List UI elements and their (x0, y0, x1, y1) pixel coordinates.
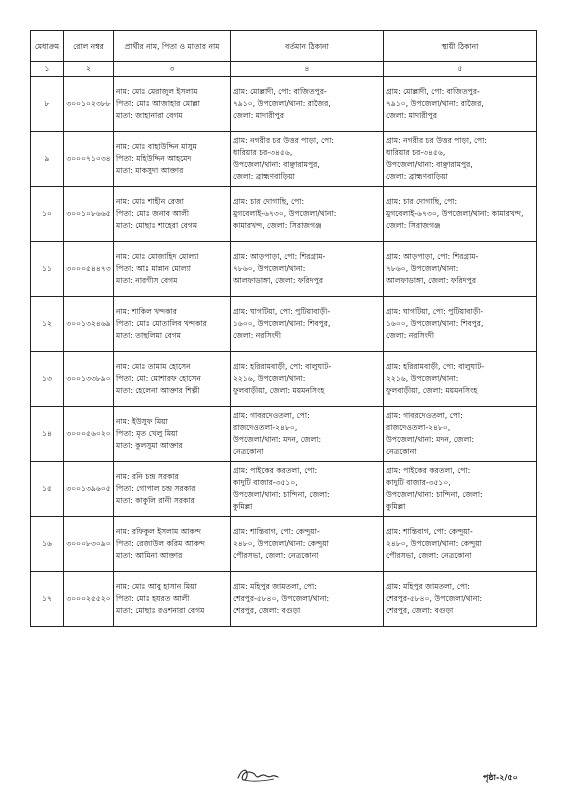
table-row (31, 572, 537, 627)
permanent-address-cell-line: গ্রাম: মোল্লাদী, পো: বাজিতপুর- (386, 87, 480, 96)
present-address-cell-line: গ্রাম: গাবরদেওতলা, পো: (233, 411, 310, 420)
roll-cell: ৩০০১৩২৪৬৯ (64, 297, 114, 352)
header-roll: রোল নম্বর (64, 31, 114, 62)
serial-cell: ১৫ (31, 462, 64, 517)
header-serial: মেধাক্রম (31, 31, 64, 62)
present-address-cell (231, 462, 384, 517)
name-cell-line: পিতা: আঃ মান্নান মোল্যা (116, 264, 191, 273)
table-row (31, 352, 537, 407)
table-row (31, 462, 537, 517)
roll-cell: ৩০০০৮৩০৯০ (64, 517, 114, 572)
permanent-address-cell-line: পৌরসভা, জেলা: নেত্রকোনা (386, 551, 472, 560)
roll-cell: ৩০০০৫৬০২০ (64, 407, 114, 462)
header-name: প্রার্থীর নাম, পিতা ও মাতার নাম (114, 31, 231, 62)
permanent-address-cell-line: ধারিয়ার চর-৩৪৫৬, (386, 148, 446, 157)
name-cell-line: নাম: মোঃ আবু হাসান মিয়া (116, 582, 197, 591)
present-address-cell-line: ১৬০০, উপজেলা/থানা: শিবপুর, (233, 319, 331, 328)
name-cell (114, 352, 231, 407)
present-address-cell (231, 77, 384, 132)
present-address-cell (231, 242, 384, 297)
permanent-address-cell-line: উপজেলা/থানা: মদন, জেলা: (386, 435, 475, 444)
name-cell-line: পিতা: মো: মোশারফ হোসেন (116, 374, 201, 383)
permanent-address-cell-line: গ্রাম: গাবরদেওতলা, পো: (386, 411, 463, 420)
table-row (31, 517, 537, 572)
present-address-cell-line: কামারখন্দ, জেলা: সিরাজগঞ্জ (233, 221, 322, 230)
permanent-address-cell (384, 132, 537, 187)
roll-cell: ৩০০০৫৪৪৭৩ (64, 242, 114, 297)
serial-cell: ১০ (31, 187, 64, 242)
column-number: ৪ (231, 62, 384, 77)
permanent-address-cell-line: ২২১৬, উপজেলা/থানা: (386, 374, 459, 383)
present-address-cell-line: শেরপুর-৫৮৪০, উপজেলা/থানা: (233, 594, 330, 603)
present-address-cell-line: গ্রাম: শান্তিবাগ, পো: কেন্দুয়া- (233, 527, 320, 536)
permanent-address-cell-line: গ্রাম: মহিপুর জামতলা, পো: (386, 582, 470, 591)
roll-cell: ৩০০০৭১০৩৪ (64, 132, 114, 187)
name-cell (114, 187, 231, 242)
permanent-address-cell-line: রাজদেওতলা-২৪৮০, (386, 423, 451, 432)
present-address-cell-line: জেলা: ব্রাহ্মণবাড়িয়া (233, 172, 295, 181)
present-address-cell-line: মুগবেলাই-৬৭৩০, উপজেলা/থানা: (233, 209, 337, 218)
table-body (31, 77, 537, 627)
present-address-cell-line: পৌরসভা, জেলা: নেত্রকোনা (233, 551, 319, 560)
table-row (31, 187, 537, 242)
present-address-cell-line: কুমিল্লা (233, 502, 253, 511)
permanent-address-cell (384, 297, 537, 352)
name-cell-line: নাম: মোঃ মোজাহিদ মোল্যা (116, 252, 199, 261)
permanent-address-cell-line: আলফাডাঙ্গা, জেলা: ফরিদপুর (386, 276, 477, 285)
present-address-cell (231, 132, 384, 187)
present-address-cell-line: নেত্রকোনা (233, 447, 264, 456)
table-row (31, 242, 537, 297)
present-address-cell-line: উপজেলা/থানা: চান্দিনা, জেলা: (233, 490, 330, 499)
permanent-address-cell-line: গ্রাম: শান্তিবাগ, পো: কেন্দুয়া- (386, 527, 473, 536)
present-address-cell-line: গ্রাম: নগরীর চর উত্তর পাড়া, পো: (233, 136, 334, 145)
name-cell-line: মাতা: কাকুলি রানী সরকার (116, 496, 195, 505)
serial-cell: ১৪ (31, 407, 64, 462)
column-number: ৫ (384, 62, 537, 77)
name-cell (114, 77, 231, 132)
present-address-cell-line: ফুলবাড়ীয়া, জেলা: ময়মনসিংহ (233, 386, 325, 395)
serial-cell: ১২ (31, 297, 64, 352)
serial-cell: ১১ (31, 242, 64, 297)
permanent-address-cell-line: উপজেলা/থানা: বাঞ্ছারামপুর, (386, 160, 473, 169)
permanent-address-cell (384, 77, 537, 132)
permanent-address-cell-line: শেরপুর-৫৮৪০, উপজেলা/থানা: (386, 594, 483, 603)
permanent-address-cell-line: ৭৯১০, উপজেলা/থানা: রাজৈর, (386, 99, 484, 108)
permanent-address-cell-line: কাদুটি বাজার-৩৫১০, (386, 478, 451, 487)
present-address-cell (231, 407, 384, 462)
table-row (31, 77, 537, 132)
present-address-cell-line: শেরপুর, জেলা: বগুড়া (233, 606, 301, 615)
serial-cell: ১৭ (31, 572, 64, 627)
name-cell-line: মাতা: মাকসুদা আক্তার (116, 166, 184, 175)
column-number: ৩ (114, 62, 231, 77)
name-cell (114, 132, 231, 187)
header-present-address: বর্তমান ঠিকানা (231, 31, 384, 62)
name-cell-line: মাতা: তাছলিমা বেগম (116, 331, 181, 340)
roll-cell: ৩০০১০৮৬৬৫ (64, 187, 114, 242)
column-number: ২ (64, 62, 114, 77)
present-address-cell (231, 297, 384, 352)
permanent-address-cell-line: জেলা: মাদারীপুর (386, 111, 437, 120)
present-address-cell-line: ৭৯১০, উপজেলা/থানা: রাজৈর, (233, 99, 331, 108)
name-cell (114, 572, 231, 627)
serial-cell: ৮ (31, 77, 64, 132)
present-address-cell-line: গ্রাম: মোল্লাদী, পো: বাজিতপুর- (233, 87, 327, 96)
name-cell-line: পিতা: মৃত খেলু মিয়া (116, 429, 178, 438)
name-cell-line: পিতা: মোঃ জনাব আলী (116, 209, 190, 218)
column-number-row (31, 62, 537, 77)
present-address-cell-line: রাজদেওতলা-২৪৮০, (233, 423, 298, 432)
present-address-cell-line: গ্রাম: হরিরামবাড়ী, পো: বালুঘাট- (233, 362, 332, 371)
permanent-address-cell-line: জেলা: নরসিংদী (386, 331, 435, 340)
name-cell-line: নাম: রফিকুল ইসলাম আকন্দ (116, 527, 201, 536)
name-cell (114, 242, 231, 297)
table-row (31, 297, 537, 352)
permanent-address-cell (384, 517, 537, 572)
name-cell-line: মাতা: মোছাঃ শাহেরা বেগম (116, 221, 198, 230)
name-cell-line: নাম: রনি চন্দ্র সরকার (116, 472, 179, 481)
name-cell-line: মাতা: হেলেনা আক্তার শিল্পী (116, 386, 200, 395)
page-number: পৃষ্ঠা-২/৫০ (483, 773, 518, 782)
permanent-address-cell-line: ৭৮৬০, উপজেলা/থানা: (386, 264, 459, 273)
permanent-address-cell (384, 242, 537, 297)
name-cell (114, 517, 231, 572)
permanent-address-cell-line: গ্রাম: আড়পাড়া, পো: শিরগ্রাম- (386, 252, 479, 261)
permanent-address-cell-line: ১৬০০, উপজেলা/থানা: শিবপুর, (386, 319, 484, 328)
roll-cell: ৩০০১৩৩৮৯০ (64, 352, 114, 407)
permanent-address-cell-line: গ্রাম: পাইকের করতলা, পো: (386, 466, 471, 475)
present-address-cell-line: গ্রাম: মহিপুর জামতলা, পো: (233, 582, 317, 591)
permanent-address-cell (384, 407, 537, 462)
permanent-address-cell-line: জেলা: সিরাজগঞ্জ (386, 221, 441, 230)
present-address-cell-line: ২২১৬, উপজেলা/থানা: (233, 374, 306, 383)
present-address-cell (231, 517, 384, 572)
permanent-address-cell (384, 352, 537, 407)
name-cell-line: পিতা: মহিউদ্দিন আহমেদ (116, 154, 192, 163)
permanent-address-cell-line: উপজেলা/থানা: চান্দিনা, জেলা: (386, 490, 483, 499)
present-address-cell-line: জেলা: মাদারীপুর (233, 111, 284, 120)
roll-cell: ৩০০১৩৯৬০৫ (64, 462, 114, 517)
present-address-cell-line: ৭৮৬০, উপজেলা/থানা: (233, 264, 306, 273)
present-address-cell-line: কাদুটি বাজার-৩৫১০, (233, 478, 298, 487)
present-address-cell-line: উপজেলা/থানা: বাঞ্ছারামপুর, (233, 160, 320, 169)
present-address-cell-line: গ্রাম: পাইকের করতলা, পো: (233, 466, 318, 475)
name-cell-line: নাম: মোঃ তামাম হোসেন (116, 362, 191, 371)
permanent-address-cell-line: গ্রাম: নগরীর চর উত্তর পাড়া, পো: (386, 136, 487, 145)
name-cell-line: নাম: মোঃ বাহাউদ্দিন মাসুম (116, 142, 197, 151)
permanent-address-cell-line: ফুলবাড়ীয়া, জেলা: ময়মনসিংহ (386, 386, 478, 395)
name-cell-line: মাতা: জাহানারা বেগম (116, 111, 183, 120)
permanent-address-cell (384, 462, 537, 517)
present-address-cell (231, 572, 384, 627)
serial-cell: ৯ (31, 132, 64, 187)
roll-cell: ৩০০১০২৩৮৮ (64, 77, 114, 132)
present-address-cell-line: গ্রাম: চার দোগাছি, পো: (233, 197, 305, 206)
present-address-cell-line: গ্রাম: ঘাগটিয়া, পো: পুটিয়াবাড়ী- (233, 307, 331, 316)
permanent-address-cell-line: গ্রাম: হরিরামবাড়ী, পো: বালুঘাট- (386, 362, 485, 371)
permanent-address-cell-line: ২৪৮০, উপজেলা/থানা: কেন্দুয়া (386, 539, 482, 548)
table-row (31, 132, 537, 187)
name-cell-line: নাম: মোঃ শাহীন রেজা (116, 197, 184, 206)
table-header-row (31, 31, 537, 62)
present-address-cell (231, 187, 384, 242)
name-cell-line: মাতা: কুলসুমা আক্তার (116, 441, 183, 450)
serial-cell: ১৩ (31, 352, 64, 407)
name-cell-line: পিতা: মোঃ হযরত আলী (116, 594, 190, 603)
present-address-cell (231, 352, 384, 407)
name-cell (114, 297, 231, 352)
table-row (31, 407, 537, 462)
present-address-cell-line: ২৪৮০, উপজেলা/থানা: কেন্দুয়া (233, 539, 329, 548)
present-address-cell-line: গ্রাম: আড়পাড়া, পো: শিরগ্রাম- (233, 252, 326, 261)
permanent-address-cell (384, 572, 537, 627)
name-cell-line: পিতা: মোঃ মোতালিব খন্দকার (116, 319, 207, 328)
serial-cell: ১৬ (31, 517, 64, 572)
column-number: ১ (31, 62, 64, 77)
permanent-address-cell-line: গ্রাম: চার দোগাছি, পো: (386, 197, 458, 206)
permanent-address-cell (384, 187, 537, 242)
name-cell-line: নাম: ইউসুফ মিয়া (116, 417, 168, 426)
present-address-cell-line: জেলা: নরসিংদী (233, 331, 282, 340)
name-cell (114, 462, 231, 517)
name-cell (114, 407, 231, 462)
permanent-address-cell-line: গ্রাম: ঘাগটিয়া, পো: পুটিয়াবাড়ী- (386, 307, 484, 316)
present-address-cell-line: উপজেলা/থানা: মদন, জেলা: (233, 435, 322, 444)
name-cell-line: নাম: মোঃ মেরাজুল ইসলাম (116, 87, 198, 96)
name-cell-line: পিতা: মোঃ আজাহার মোল্লা (116, 99, 200, 108)
permanent-address-cell-line: নেত্রকোনা (386, 447, 417, 456)
candidate-table (30, 30, 537, 627)
name-cell-line: নাম: শাকিল খন্দকার (116, 307, 177, 316)
present-address-cell-line: ধারিয়ার চর-৩৪৫৬, (233, 148, 293, 157)
name-cell-line: মাতা: নারগীস বেগম (116, 276, 178, 285)
name-cell-line: পিতা: গোপাল চন্দ্র সরকার (116, 484, 196, 493)
roll-cell: ৩০০০২৫৫২০ (64, 572, 114, 627)
signature-icon (234, 764, 282, 786)
present-address-cell-line: আলফাডাঙ্গা, জেলা: ফরিদপুর (233, 276, 324, 285)
permanent-address-cell-line: মুগবেলাই-৬৭৩০, উপজেলা/থানা: কামারখন্দ, (386, 209, 524, 218)
name-cell-line: মাতা: মোছাঃ রওশনারা বেগম (116, 606, 205, 615)
permanent-address-cell-line: কুমিল্লা (386, 502, 406, 511)
permanent-address-cell-line: জেলা: ব্রাহ্মণবাড়িয়া (386, 172, 448, 181)
name-cell-line: পিতা: রেজাউল করিম আকন্দ (116, 539, 205, 548)
name-cell-line: মাতা: আমিনা আক্তার (116, 551, 183, 560)
header-permanent-address: স্থায়ী ঠিকানা (384, 31, 537, 62)
permanent-address-cell-line: শেরপুর, জেলা: বগুড়া (386, 606, 454, 615)
